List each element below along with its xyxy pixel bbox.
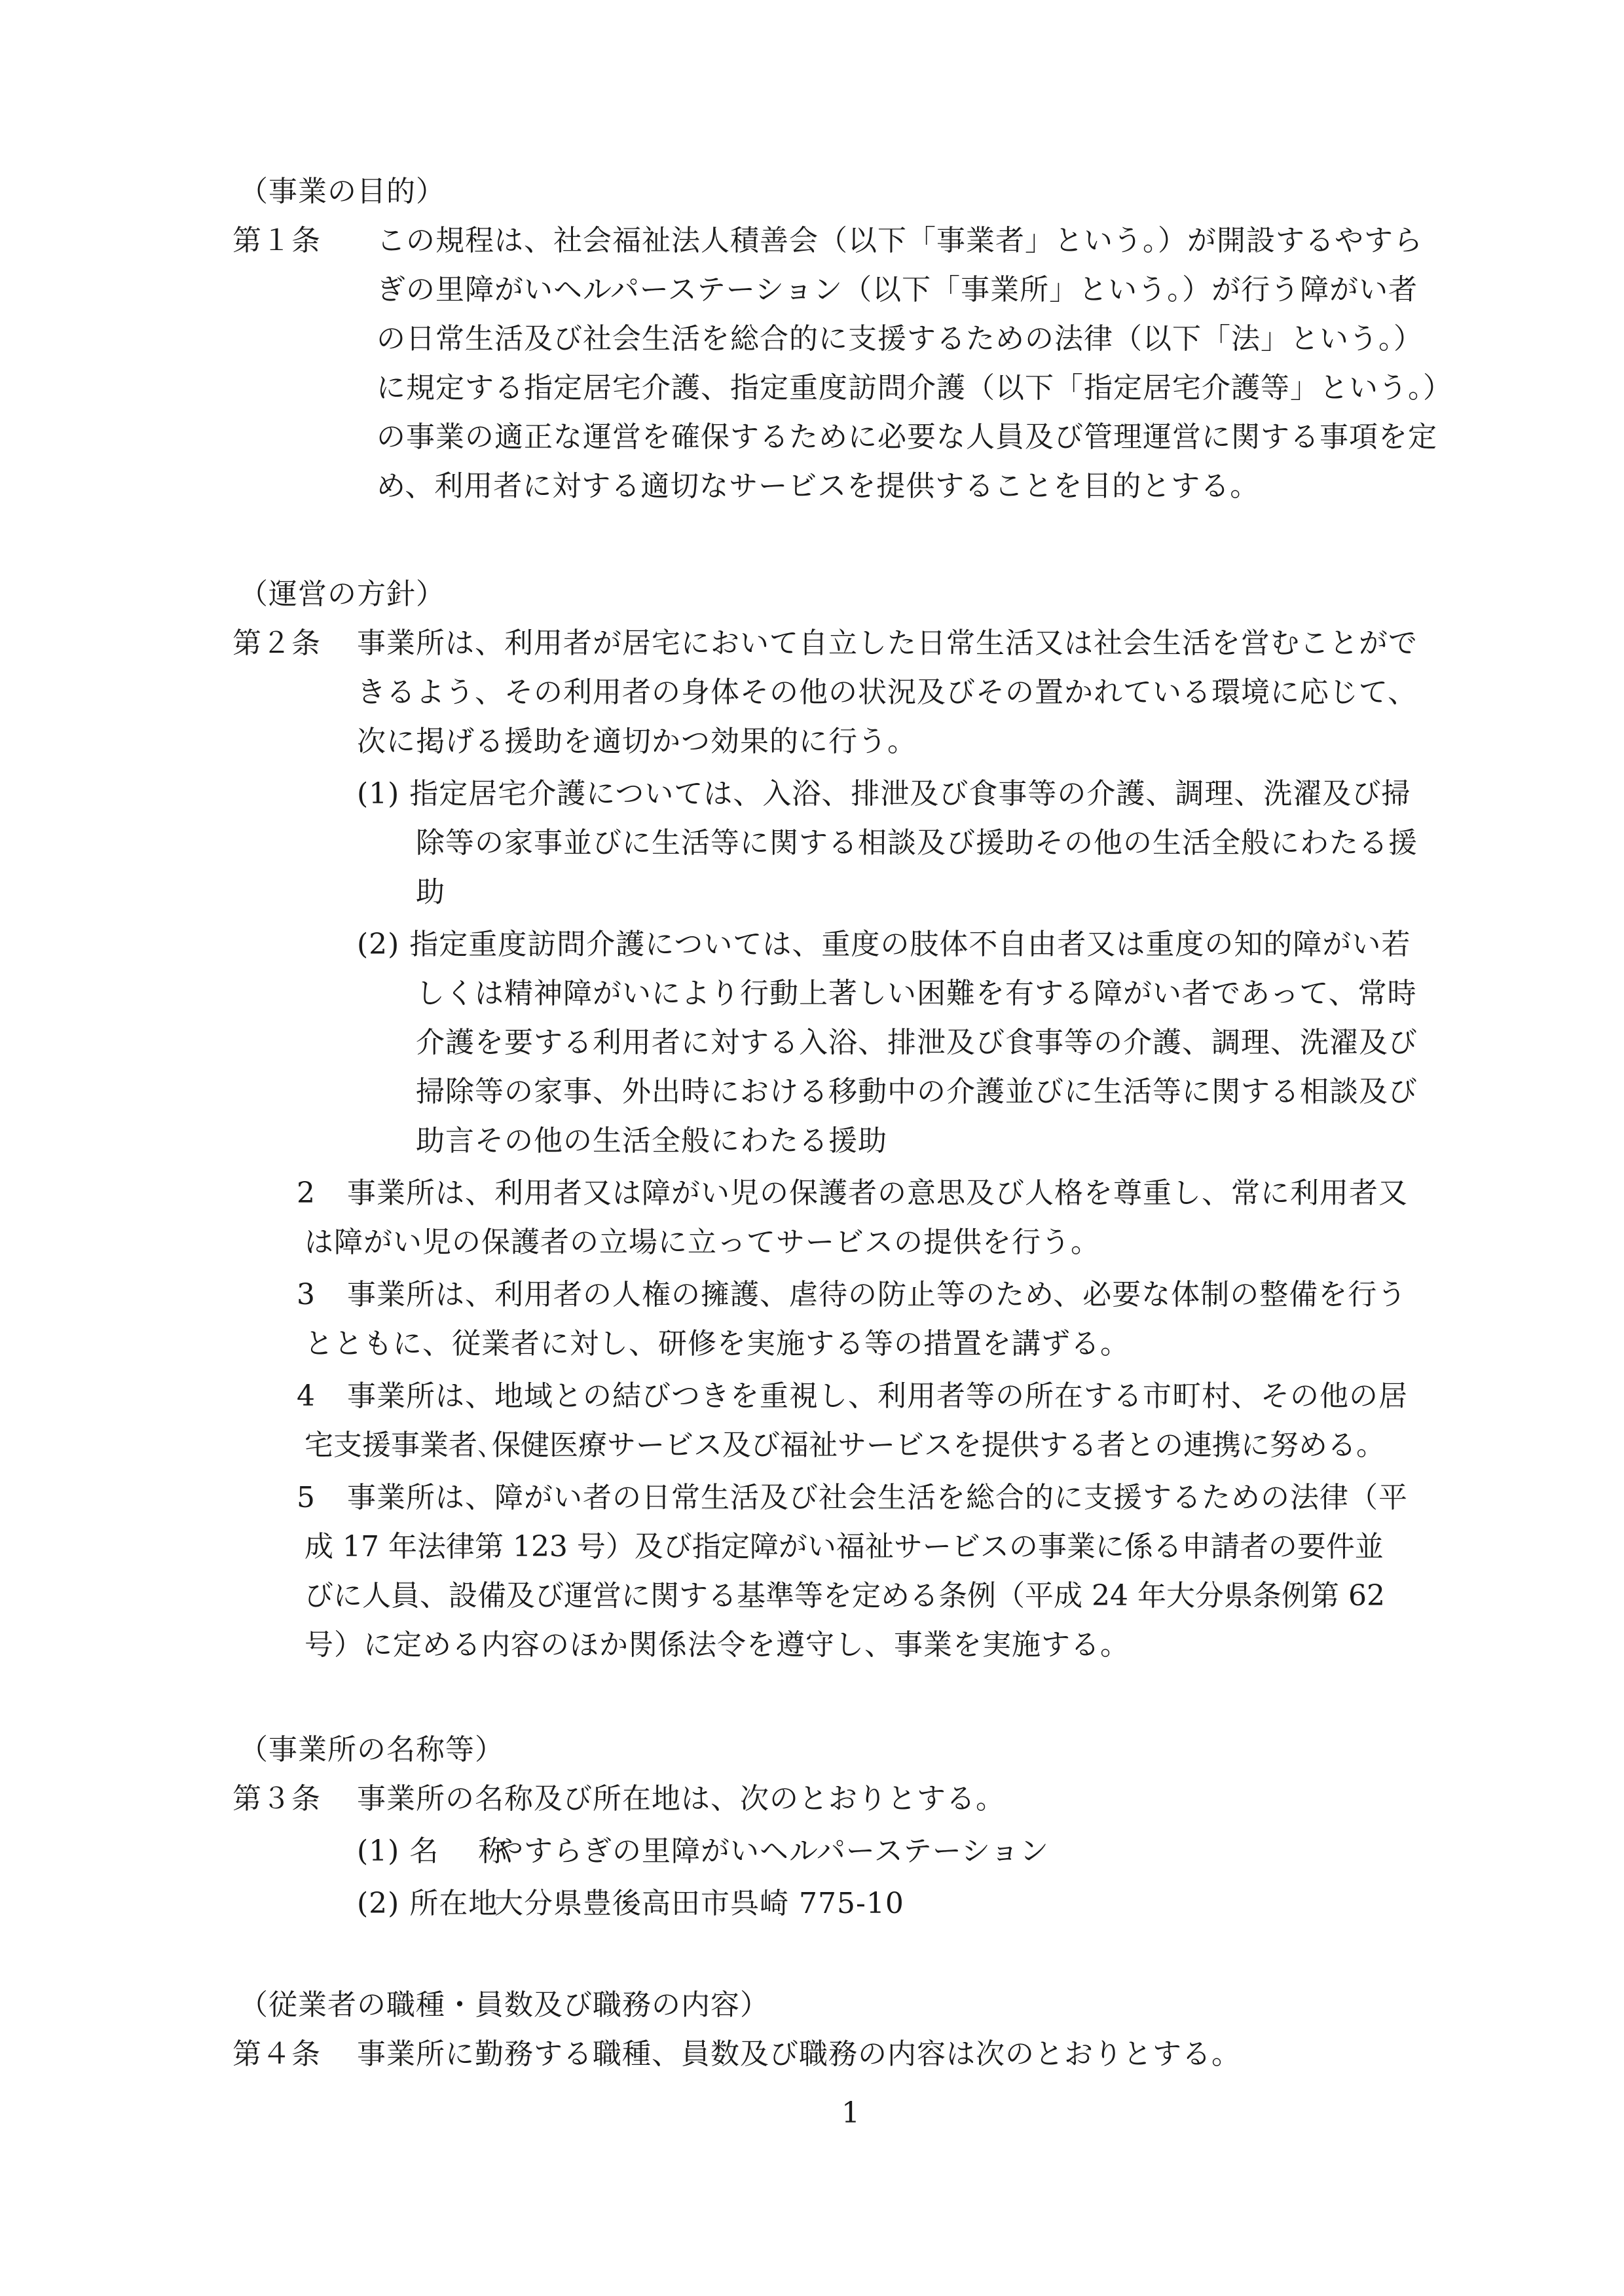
article-2-para-3-line: とともに、従業者に対し、研修を実施する等の措置を講ずる。 (304, 1327, 1130, 1360)
article-2-line: きるよう、その利用者の身体その他の状況及びその置かれている環境に応じて、 (357, 676, 1418, 709)
item-value: 大分県豊後高田市呉崎 775-10 (494, 1887, 904, 1920)
article-2-para-5-line: びに人員、設備及び運営に関する基準等を定める条例（平成 24 年大分県条例第 62 (304, 1579, 1385, 1613)
article-2-para-5-line: 事業所は、障がい者の日常生活及び社会生活を総合的に支援するための法律（平 (347, 1481, 1408, 1514)
article-1-line: ぎの里障がいヘルパーステーション（以下「事業所」という。）が行う障がい者 (377, 273, 1418, 306)
item-value: やすらぎの里障がいヘルパーステーション (494, 1834, 1050, 1868)
article-4-text: 事業所に勤務する職種、員数及び職務の内容は次のとおりとする。 (357, 2037, 1241, 2071)
article-3-heading: （事業所の名称等） (239, 1733, 504, 1766)
item-label: (2) 所在地 (357, 1887, 498, 1920)
article-2-para-2-line: は障がい児の保護者の立場に立ってサービスの提供を行う。 (304, 1226, 1100, 1259)
article-2-item-2-line: 介護を要する利用者に対する入浴、排泄及び食事等の介護、調理、洗濯及び (416, 1026, 1418, 1059)
article-2-item-1-line: (1) 指定居宅介護については、入浴、排泄及び食事等の介護、調理、洗濯及び掃 (357, 777, 1411, 811)
article-3-item-address (357, 1884, 904, 1923)
article-2-para-2-number: 2 (297, 1176, 316, 1210)
article-1-line: この規程は、社会福祉法人積善会（以下「事業者」という。）が開設するやすら (377, 224, 1423, 257)
article-2-para-3-number: 3 (297, 1278, 316, 1311)
article-2-item-1-line: 助 (416, 875, 445, 909)
article-2-item-2-line: (2) 指定重度訪問介護については、重度の肢体不自由者又は重度の知的障がい若 (357, 928, 1411, 961)
article-4-heading: （従業者の職種・員数及び職務の内容） (239, 1988, 769, 2022)
article-2-item-1-line: 除等の家事並びに生活等に関する相談及び援助その他の生活全般にわたる援 (416, 826, 1418, 860)
article-1-line: の日常生活及び社会生活を総合的に支援するための法律（以下「法」という。） (377, 322, 1423, 355)
article-3-text: 事業所の名称及び所在地は、次のとおりとする。 (357, 1782, 1005, 1815)
article-4-number: 第４条 (232, 2037, 321, 2071)
article-3-item-name (357, 1832, 1049, 1871)
article-2-para-4-line: 宅支援事業者､保健医療サービス及び福祉サービスを提供する者との連携に努める。 (304, 1429, 1385, 1462)
page-number: 1 (841, 2096, 860, 2130)
article-2-para-2-line: 事業所は、利用者又は障がい児の保護者の意思及び人格を尊重し、常に利用者又 (347, 1176, 1408, 1210)
article-2-para-5-line: 号）に定める内容のほか関係法令を遵守し、事業を実施する。 (304, 1628, 1130, 1662)
article-2-item-2-line: しくは精神障がいにより行動上著しい困難を有する障がい者であって、常時 (416, 977, 1417, 1010)
article-2-para-4-line: 事業所は、地域との結びつきを重視し、利用者等の所在する市町村、その他の居 (347, 1379, 1408, 1413)
article-2-item-2-line: 助言その他の生活全般にわたる援助 (416, 1124, 887, 1157)
article-2-item-2-line: 掃除等の家事、外出時における移動中の介護並びに生活等に関する相談及び (416, 1075, 1418, 1108)
article-2-para-5-number: 5 (297, 1481, 316, 1514)
article-2-para-4-number: 4 (297, 1379, 316, 1413)
article-2-line: 次に掲げる援助を適切かつ効果的に行う。 (357, 725, 917, 758)
article-1-line: め、利用者に対する適切なサービスを提供することを目的とする。 (377, 469, 1260, 503)
article-3-number: 第３条 (232, 1782, 321, 1815)
article-1-heading: （事業の目的） (239, 175, 445, 208)
item-label: (1) 名 称 (357, 1834, 508, 1868)
article-2-heading: （運営の方針） (239, 577, 445, 611)
article-2-para-3-line: 事業所は、利用者の人権の擁護、虐待の防止等のため、必要な体制の整備を行う (347, 1278, 1407, 1311)
article-2-line: 事業所は、利用者が居宅において自立した日常生活又は社会生活を営むことがで (357, 627, 1418, 660)
article-1-number: 第１条 (232, 224, 321, 257)
article-2-para-5-line: 成 17 年法律第 123 号）及び指定障がい福祉サービスの事業に係る申請者の要件並 (304, 1530, 1384, 1563)
article-2-number: 第２条 (232, 627, 321, 660)
article-1-line: の事業の適正な運営を確保するために必要な人員及び管理運営に関する事項を定 (377, 420, 1437, 454)
article-1-line: に規定する指定居宅介護、指定重度訪問介護（以下「指定居宅介護等」という。） (377, 371, 1452, 405)
